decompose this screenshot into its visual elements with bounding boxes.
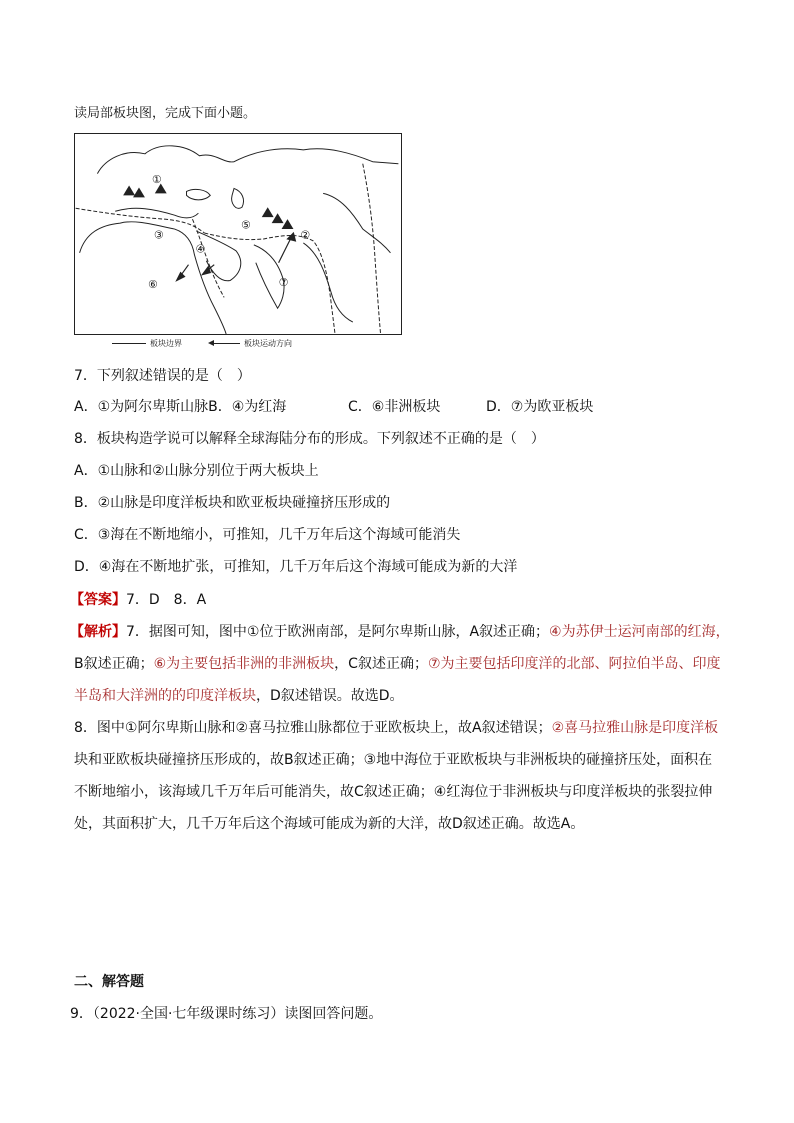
east-asia <box>323 193 390 252</box>
analysis-line-3: 半岛和大洋洲的的印度洋板块，D叙述错误。故选D。 <box>74 688 404 704</box>
answer-text: 7．D 8．A <box>126 592 207 608</box>
plate-map <box>74 133 402 335</box>
legend-direction <box>210 338 292 349</box>
q8-d: D．④海在不断地扩张，可推知，几千万年后这个海域可能成为新的大洋 <box>74 559 518 575</box>
q8-c: C．③海在不断地缩小，可推知，几千万年后这个海域可能消失 <box>74 527 461 543</box>
analysis-line-4: 8．图中①阿尔卑斯山脉和②喜马拉雅山脉都位于亚欧板块上，故A叙述错误；②喜马拉雅山脉是印度洋板 <box>74 720 719 736</box>
q7-a: A．①为阿尔卑斯山脉 <box>74 399 209 415</box>
q8-a: A．①山脉和②山脉分别位于两大板块上 <box>74 463 319 479</box>
analysis-line-2: B叙述正确；⑥为主要包括非洲的非洲板块，C叙述正确；⑦为主要包括印度洋的北部、阿拉伯半岛、印度 <box>74 656 721 672</box>
map-label-1: ① <box>151 173 162 187</box>
mountain-alps-2 <box>133 187 145 197</box>
legend-boundary <box>112 338 182 349</box>
q8-stem: 8．板块构造学说可以解释全球海陆分布的形成。下列叙述不正确的是（ ） <box>74 431 545 447</box>
q7-c: C．⑥非洲板块 <box>348 399 441 415</box>
analysis-line-7: 处，其面积扩大，几千万年后这个海域可能成为新的大洋，故D叙述正确。故选A。 <box>74 816 585 832</box>
mediterranean <box>115 208 198 218</box>
caspian <box>232 188 244 208</box>
section-2-title: 二、解答题 <box>74 974 144 990</box>
answer-tag: 【答案】 <box>70 592 126 608</box>
mountain-himalaya-1 <box>262 207 274 217</box>
legend-direction-label: 板块运动方向 <box>244 339 292 348</box>
legend-boundary-label: 板块边界 <box>150 339 182 348</box>
q7-b: B．④为红海 <box>208 399 287 415</box>
movement-arrow-2-head <box>202 267 210 275</box>
map-legend <box>112 338 292 349</box>
plate-boundary-4 <box>363 164 381 334</box>
q7-option-ab <box>74 397 286 417</box>
plate-boundary-3 <box>192 219 224 297</box>
legend-boundary-line <box>112 343 146 344</box>
q8-b: B．②山脉是印度洋板块和欧亚板块碰撞挤压形成的 <box>74 495 391 511</box>
plate-boundary-1 <box>76 208 205 233</box>
map-label-6: ⑥ <box>147 277 158 291</box>
analysis-line-5: 块和亚欧板块碰撞挤压形成的，故B叙述正确；③地中海位于亚欧板块与非洲板块的碰撞挤压处，面积在 <box>74 752 713 768</box>
analysis-line-1: 【解析】7．据图可知，图中①位于欧洲南部，是阿尔卑斯山脉，A叙述正确；④为苏伊士运河南部的红海， <box>70 624 730 640</box>
europe-coast <box>97 146 398 174</box>
q9-stem: 9．（2022·全国·七年级课时练习）读图回答问题。 <box>70 1006 383 1022</box>
plate-boundary-2 <box>204 233 335 334</box>
map-label-2: ② <box>300 228 311 242</box>
black-sea <box>187 189 211 199</box>
q7-stem: 7．下列叙述错误的是（ ） <box>74 368 251 384</box>
analysis-tag: 【解析】 <box>70 624 126 640</box>
mountain-himalaya-2 <box>272 213 284 223</box>
intro-text: 读局部板块图，完成下面小题。 <box>74 106 257 121</box>
map-label-5: ⑤ <box>241 218 251 232</box>
map-label-3: ③ <box>153 228 164 242</box>
legend-arrow-icon <box>210 343 240 344</box>
q7-d: D．⑦为欧亚板块 <box>486 399 594 415</box>
mountain-himalaya-3 <box>282 219 294 229</box>
movement-arrow-3-head <box>177 273 185 281</box>
map-label-4: ④ <box>195 242 206 256</box>
answer-line <box>70 590 206 610</box>
analysis-line-6: 不断地缩小，该海域几千万年后可能消失，故C叙述正确；④红海位于非洲板块与印度洋板块的张裂拉伸 <box>74 784 713 800</box>
movement-arrow-1-head <box>288 233 296 241</box>
map-label-7: ⑦ <box>278 276 289 290</box>
mountain-alps-1 <box>123 185 135 195</box>
plate-map-drawing <box>75 134 401 334</box>
